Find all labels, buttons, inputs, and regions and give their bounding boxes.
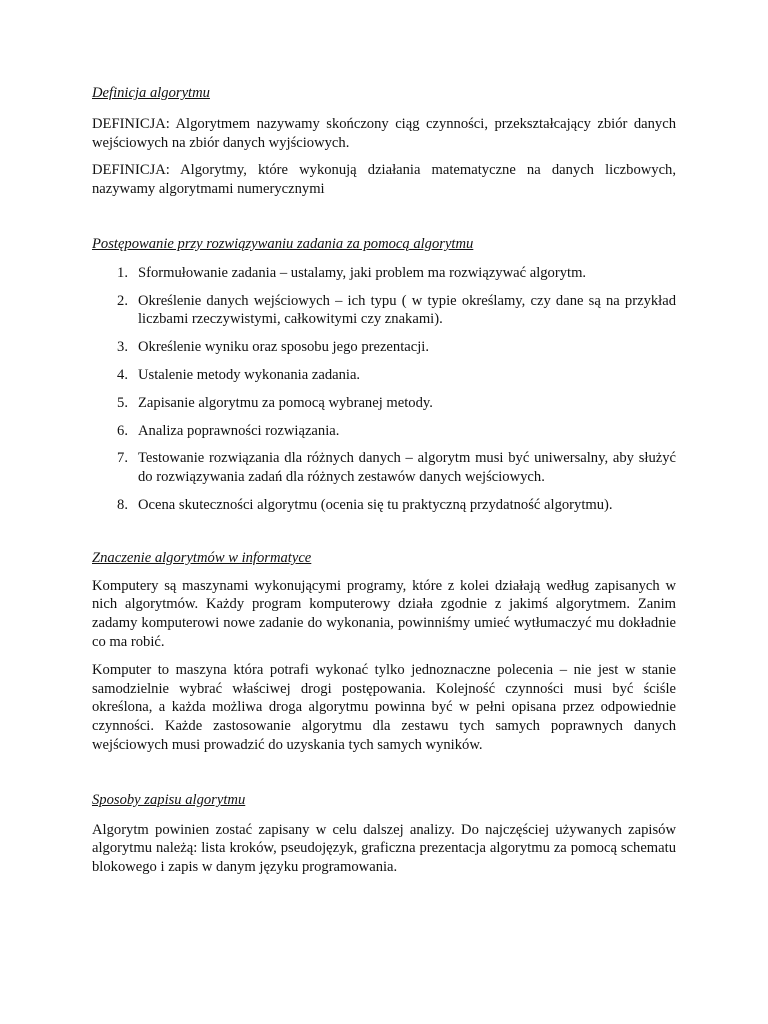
step-text: Określenie wyniku oraz sposobu jego prezentacji. [138, 339, 429, 356]
step-number: 6. [117, 422, 128, 439]
step-text: Analiza poprawności rozwiązania. [138, 422, 340, 439]
step-number: 4. [117, 366, 128, 383]
step-number: 7. [117, 450, 128, 467]
list-item [92, 449, 676, 487]
list-item [92, 338, 676, 357]
section-heading-definition: Definicja algorytmu [92, 85, 210, 101]
list-item [92, 422, 676, 441]
significance-paragraph: Komputery są maszynami wykonującymi programy, które z kolei działają według zapisanych w nich algorytmów. Każdy program komputerowy działa zgodnie z jakimś algorytmem. Zanim zadamy komputerowi nowe zadanie do wykonania, powinniśmy umieć wytłumaczyć mu dokładnie co ma robić. [92, 577, 676, 650]
list-item [92, 394, 676, 413]
list-item [92, 496, 676, 515]
list-item [92, 292, 676, 330]
step-text: Określenie danych wejściowych – ich typu ( w typie określamy, czy dane są na przykład liczbami rzeczywistymi, całkowitymi czy znakami). [138, 292, 676, 328]
step-number: 8. [117, 496, 128, 513]
step-number: 1. [117, 264, 128, 281]
procedure-step-list [92, 264, 676, 515]
definition-paragraph: DEFINICJA: Algorytmem nazywamy skończony ciąg czynności, przekształcający zbiór danych wejściowych na zbiór danych wyjściowych. [92, 115, 676, 151]
step-number: 2. [117, 292, 128, 309]
significance-paragraph: Komputer to maszyna która potrafi wykonać tylko jednoznaczne polecenia – nie jest w stanie samodzielnie wybrać właściwej drogi postępowania. Kolejność czynności musi być ściśle określona, a każda możliwa droga algorytmu powinna być w pełni opisana przez odpowiednie czynności. Każde zastosowanie algorytmu dla zestawu tych samych poprawnych danych wejściowych musi prowadzić do uzyskania tych samych wyników. [92, 661, 676, 753]
step-text: Sformułowanie zadania – ustalamy, jaki problem ma rozwiązywać algorytm. [138, 264, 587, 281]
step-text: Ustalenie metody wykonania zadania. [138, 366, 361, 383]
step-text: Ocena skuteczności algorytmu (ocenia się tu praktyczną przydatność algorytmu). [138, 496, 613, 513]
document-page [92, 84, 676, 877]
section-heading-notation: Sposoby zapisu algorytmu [92, 791, 246, 808]
step-number: 3. [117, 339, 128, 356]
step-number: 5. [117, 394, 128, 411]
notation-paragraph: Algorytm powinien zostać zapisany w celu dalszej analizy. Do najczęściej używanych zapisów algorytmu należą: lista kroków, pseudojęzyk, graficzna prezentacja algorytmu za pomocą schematu blokowego i zapis w danym języku programowania. [92, 821, 676, 876]
section-heading-significance: Znaczenie algorytmów w informatyce [92, 549, 312, 566]
step-text: Testowanie rozwiązania dla różnych danych – algorytm musi być uniwersalny, aby służyć do rozwiązywania zadań dla różnych zestawów danych wejściowych. [138, 450, 676, 486]
list-item [92, 264, 676, 283]
list-item [92, 366, 676, 385]
section-heading-procedure: Postępowanie przy rozwiązywaniu zadania za pomocą algorytmu [92, 235, 474, 252]
definition-paragraph: DEFINICJA: Algorytmy, które wykonują działania matematyczne na danych liczbowych, nazywamy algorytmami numerycznymi [92, 162, 676, 198]
step-text: Zapisanie algorytmu za pomocą wybranej metody. [138, 394, 433, 411]
